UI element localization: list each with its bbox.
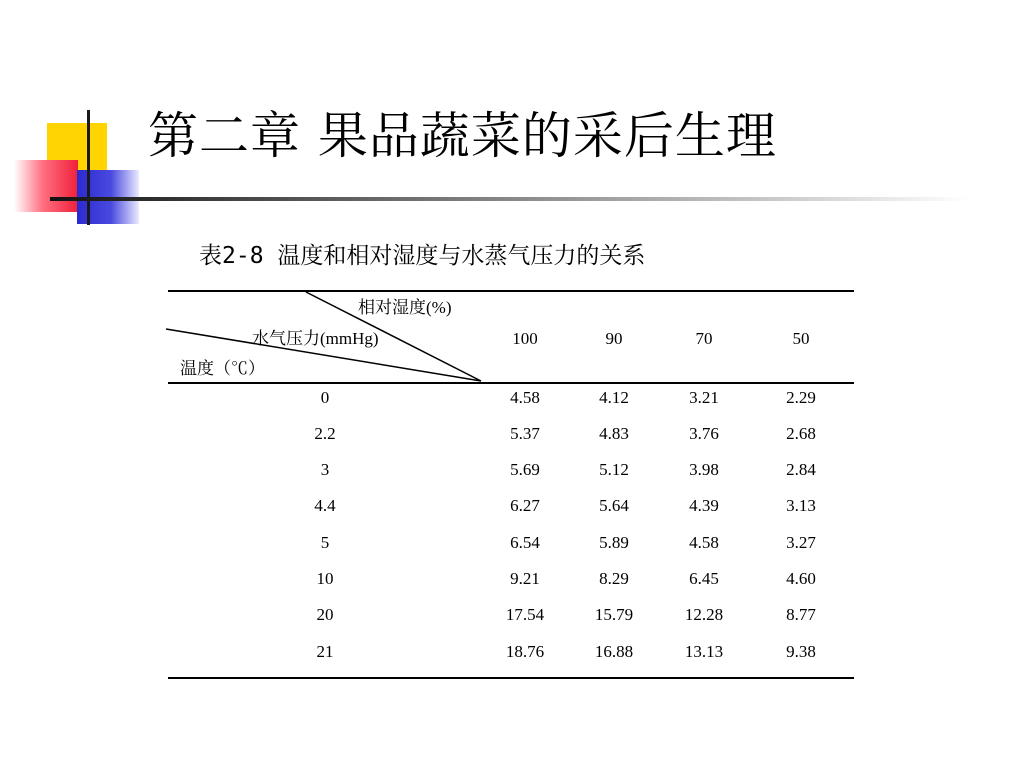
header-vapor-pressure: 水气压力(mmHg) (252, 329, 379, 348)
table-cell: 16.88 (594, 642, 634, 661)
table-caption: 表2-8 温度和相对湿度与水蒸气压力的关系 (199, 243, 646, 269)
row-temperature: 21 (316, 642, 334, 661)
table-cell: 5.12 (599, 460, 629, 479)
slide-title: 第二章 果品蔬菜的采后生理 (148, 107, 777, 165)
row-temperature: 20 (316, 605, 334, 624)
table-cell: 6.45 (689, 569, 719, 588)
row-temperature: 5 (320, 533, 330, 552)
column-header: 90 (605, 329, 623, 348)
row-temperature: 0 (320, 388, 330, 407)
table-cell: 4.39 (689, 496, 719, 515)
table-cell: 8.77 (786, 605, 816, 624)
table-cell: 4.83 (599, 424, 629, 443)
table-cell: 3.21 (689, 388, 719, 407)
table-cell: 15.79 (594, 605, 634, 624)
header-relative-humidity: 相对湿度(%) (358, 298, 452, 317)
table-cell: 4.12 (599, 388, 629, 407)
table-cell: 6.27 (510, 496, 540, 515)
table-cell: 3.76 (689, 424, 719, 443)
table-cell: 6.54 (510, 533, 540, 552)
table-cell: 13.13 (684, 642, 724, 661)
header-temperature: 温度（℃） (180, 359, 265, 378)
table-cell: 9.38 (786, 642, 816, 661)
column-header: 100 (512, 329, 538, 348)
table-cell: 8.29 (599, 569, 629, 588)
table-cell: 18.76 (505, 642, 545, 661)
table-cell: 9.21 (510, 569, 540, 588)
table-cell: 4.60 (786, 569, 816, 588)
column-header: 70 (695, 329, 713, 348)
table-cell: 5.64 (599, 496, 629, 515)
row-temperature: 2.2 (314, 424, 336, 443)
table-cell: 3.27 (786, 533, 816, 552)
table-cell: 4.58 (510, 388, 540, 407)
table-cell: 12.28 (684, 605, 724, 624)
row-temperature: 3 (320, 460, 330, 479)
table-cell: 17.54 (505, 605, 545, 624)
table-cell: 5.69 (510, 460, 540, 479)
table-cell: 2.84 (786, 460, 816, 479)
row-temperature: 4.4 (314, 496, 336, 515)
table-cell: 3.98 (689, 460, 719, 479)
table-cell: 5.37 (510, 424, 540, 443)
table-cell: 2.29 (786, 388, 816, 407)
table-cell: 5.89 (599, 533, 629, 552)
row-temperature: 10 (316, 569, 334, 588)
table-cell: 3.13 (786, 496, 816, 515)
table-cell: 2.68 (786, 424, 816, 443)
table-cell: 4.58 (689, 533, 719, 552)
column-header: 50 (792, 329, 810, 348)
